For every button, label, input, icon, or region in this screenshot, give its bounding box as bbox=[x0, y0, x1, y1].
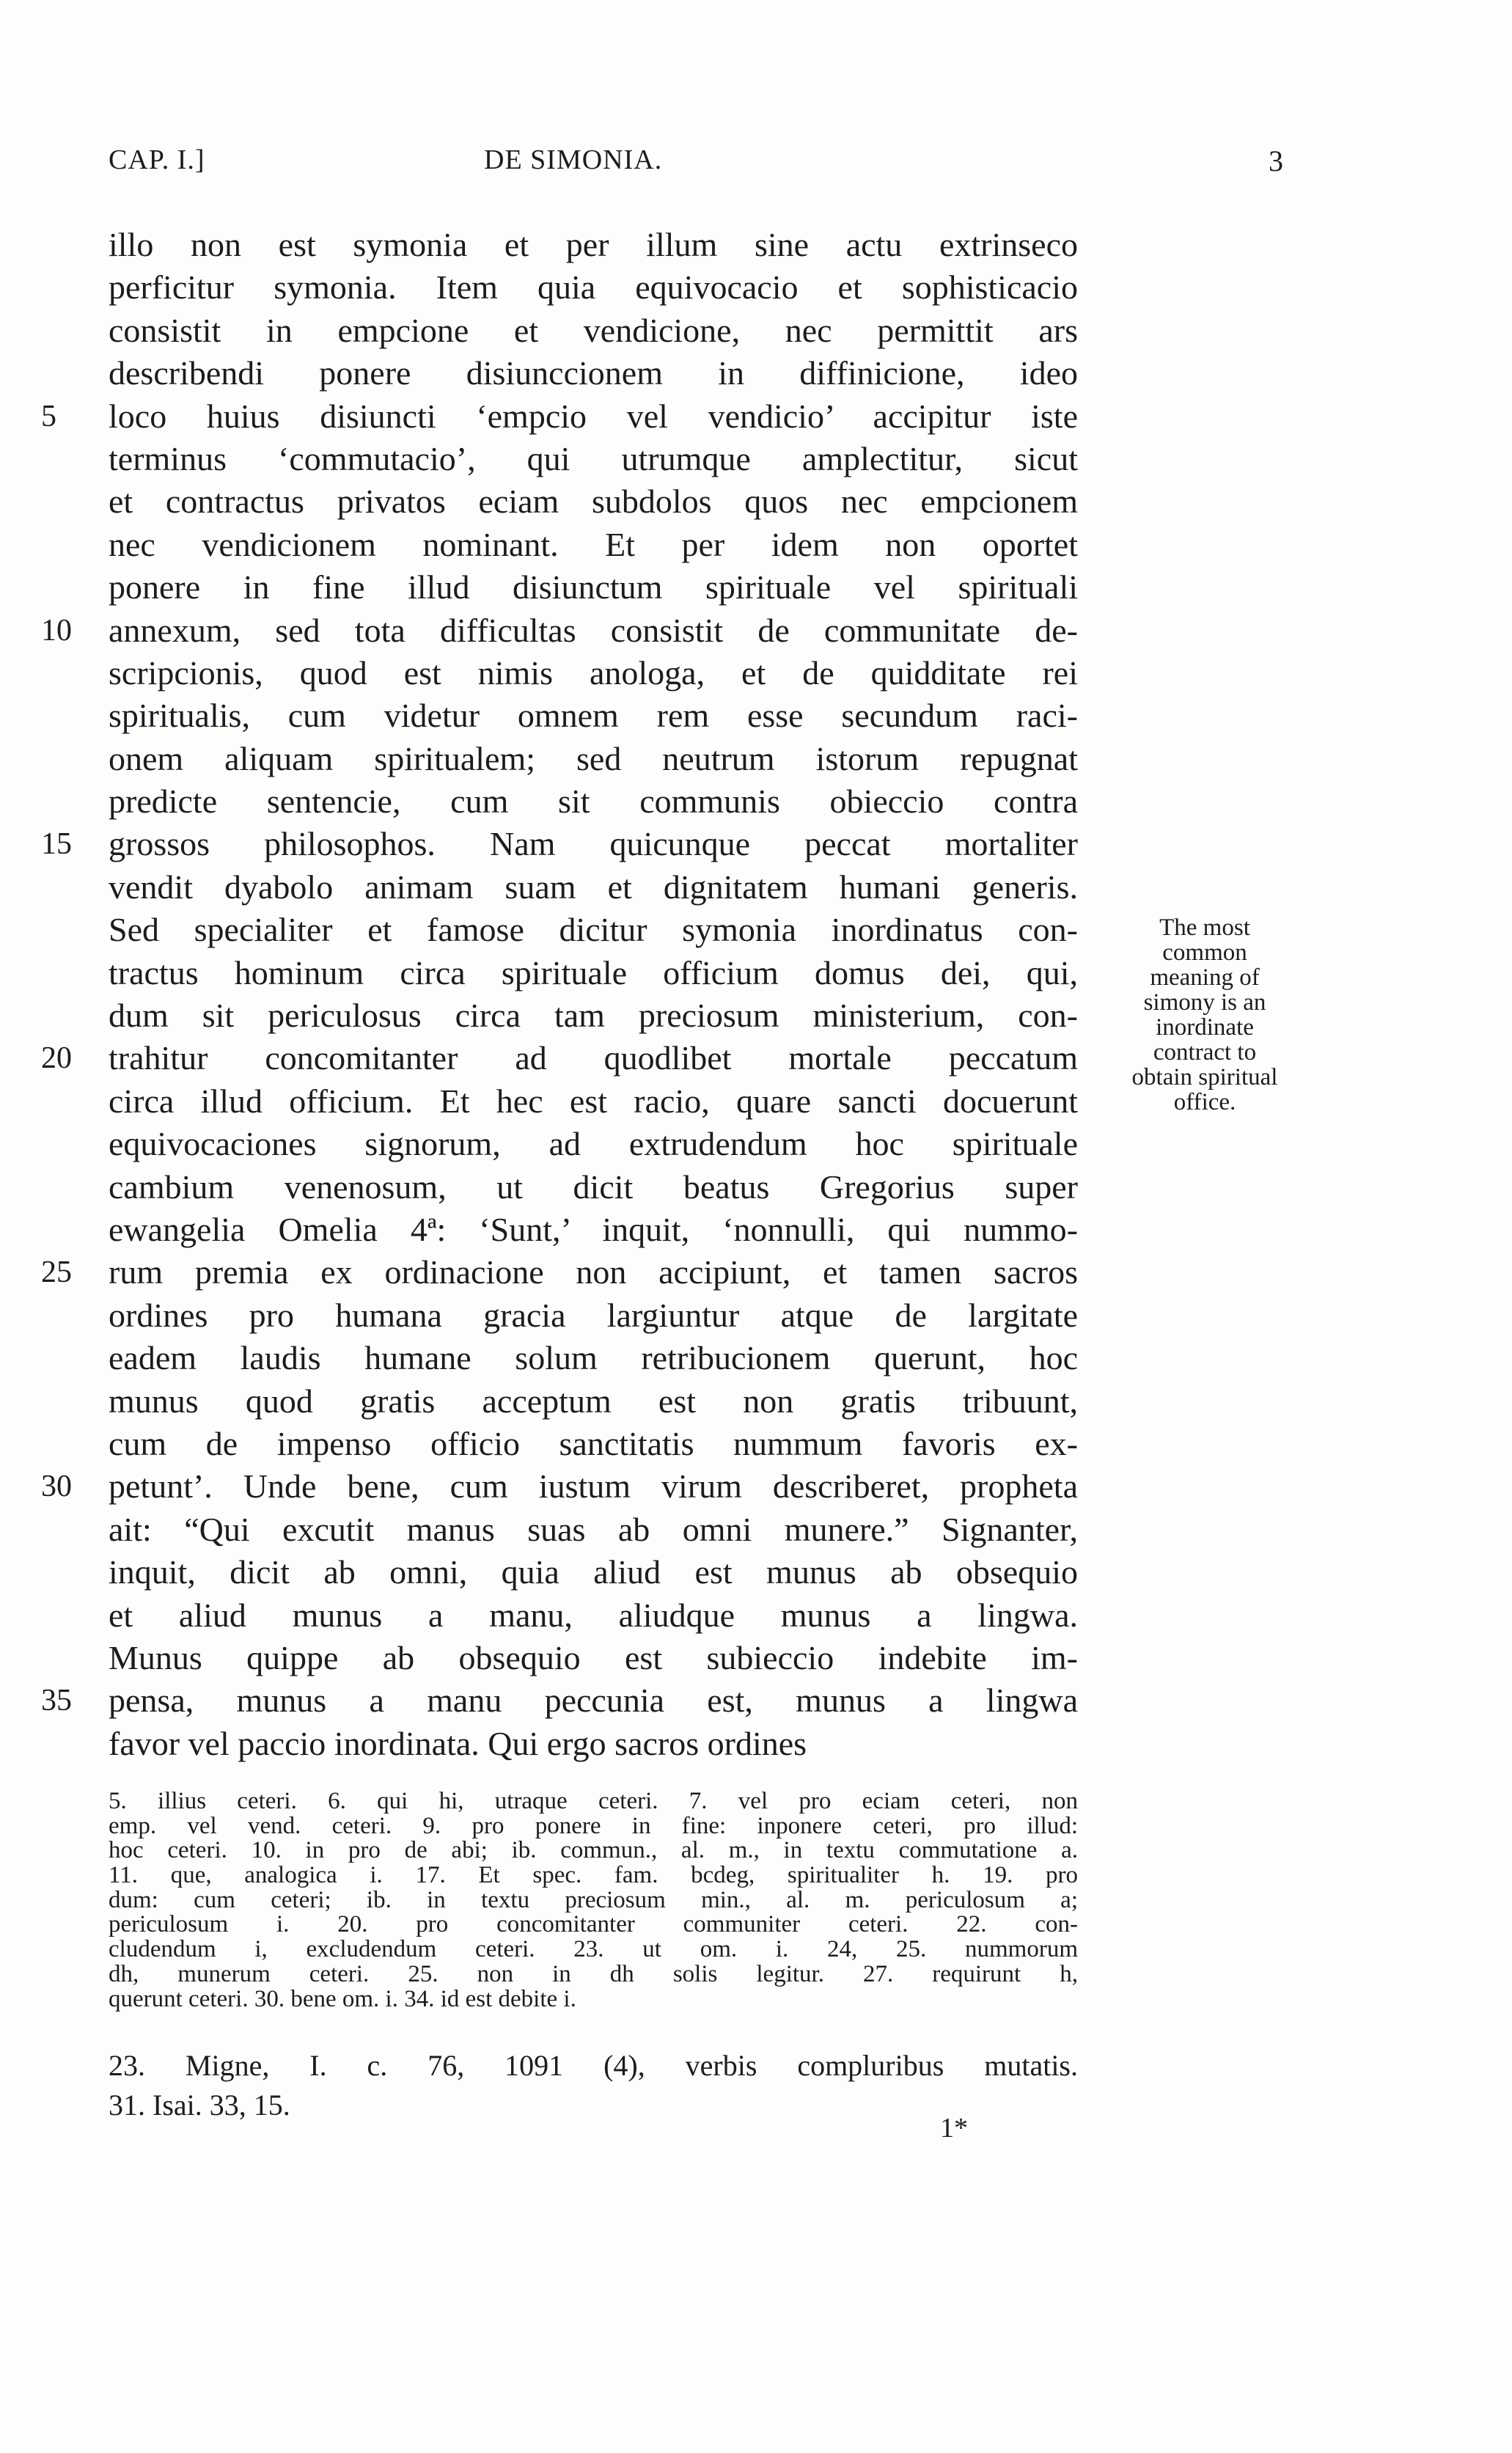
line-text: ponere in fine illud disiunctum spirituale vel spirituali bbox=[109, 568, 1078, 606]
marginal-note bbox=[1084, 915, 1326, 1115]
marginal-note-line: The most bbox=[1159, 914, 1250, 941]
line-text: illo non est symonia et per illum sine actu extrinseco bbox=[109, 226, 1078, 263]
text-line bbox=[109, 1637, 1078, 1679]
text-line bbox=[109, 480, 1078, 523]
text-line bbox=[41, 609, 1078, 652]
line-text: et contractus privatos eciam subdolos quos nec empcionem bbox=[109, 483, 1078, 521]
text-line bbox=[109, 309, 1078, 352]
line-text: pensa, munus a manu peccunia est, munus a lingwa bbox=[109, 1682, 1078, 1720]
line-text: munus quod gratis acceptum est non gratis tribuunt, bbox=[109, 1382, 1078, 1420]
line-text: dum sit periculosus circa tam preciosum ministerium, con- bbox=[109, 997, 1078, 1035]
text-line bbox=[109, 224, 1078, 266]
text-line bbox=[109, 566, 1078, 609]
line-number: 25 bbox=[41, 1255, 72, 1290]
running-title: DE SIMONIA. bbox=[484, 144, 663, 175]
line-text: grossos philosophos. Nam quicunque peccat mortaliter bbox=[109, 825, 1078, 863]
line-text: petunt’. Unde bene, cum iustum virum describeret, propheta bbox=[109, 1467, 1078, 1506]
line-text: terminus ‘commutacio’, qui utrumque amplectitur, sicut bbox=[109, 439, 1078, 477]
apparatus-line: 5. illius ceteri. 6. qui hi, utraque ceteri. 7. vel pro eciam ceteri, non bbox=[109, 1788, 1078, 1814]
text-line bbox=[109, 1080, 1078, 1123]
line-text: loco huius disiuncti ‘empcio vel vendicio’ accipitur iste bbox=[109, 397, 1078, 435]
line-number: 20 bbox=[41, 1041, 72, 1076]
marginal-note-line: office. bbox=[1173, 1089, 1236, 1115]
line-number: 35 bbox=[41, 1684, 72, 1718]
line-text: consistit in empcione et vendicione, nec permittit ars bbox=[109, 311, 1078, 349]
line-text: cum de impenso officio sanctitatis nummum favoris ex- bbox=[109, 1424, 1078, 1462]
text-line bbox=[41, 1037, 1078, 1079]
text-line bbox=[41, 395, 1078, 438]
source-note-line: 23. Migne, I. c. 76, 1091 (4), verbis compluribus mutatis. bbox=[109, 2049, 1078, 2082]
line-text: ewangelia Omelia 4ª: ‘Sunt,’ inquit, ‘nonnulli, qui nummo- bbox=[109, 1210, 1078, 1248]
marginal-note-line: simony is an bbox=[1143, 989, 1266, 1016]
page-number: 3 bbox=[1269, 144, 1283, 177]
line-text: trahitur concomitanter ad quodlibet mortale peccatum bbox=[109, 1039, 1078, 1077]
text-line bbox=[109, 1594, 1078, 1637]
line-number: 5 bbox=[41, 399, 56, 433]
text-line bbox=[109, 266, 1078, 309]
text-line bbox=[109, 909, 1078, 951]
line-number: 10 bbox=[41, 613, 72, 648]
signature-mark: 1* bbox=[940, 2113, 968, 2144]
text-line bbox=[109, 694, 1078, 737]
line-text: perficitur symonia. Item quia equivocacio et sophisticacio bbox=[109, 268, 1078, 307]
apparatus-line: periculosum i. 20. pro concomitanter communiter ceteri. 22. con- bbox=[109, 1911, 1078, 1938]
line-text: cambium venenosum, ut dicit beatus Gregorius super bbox=[109, 1167, 1078, 1206]
marginal-note-line: obtain spiritual bbox=[1131, 1064, 1278, 1090]
apparatus-line: dh, munerum ceteri. 25. non in dh solis legitur. 27. requirunt h, bbox=[109, 1960, 1078, 1987]
line-text: predicte sentencie, cum sit communis obieccio contra bbox=[109, 782, 1078, 821]
text-line bbox=[41, 1679, 1078, 1722]
apparatus-line: querunt ceteri. 30. bene om. i. 34. id est debite i. bbox=[109, 1985, 576, 2012]
line-text: tractus hominum circa spirituale officium domus dei, qui, bbox=[109, 953, 1078, 991]
text-line bbox=[41, 1251, 1078, 1294]
text-line bbox=[109, 1123, 1078, 1165]
apparatus-line: dum: cum ceteri; ib. in textu preciosum min., al. m. periculosum a; bbox=[109, 1886, 1078, 1913]
apparatus-line: emp. vel vend. ceteri. 9. pro ponere in fine: inponere ceteri, pro illud: bbox=[109, 1812, 1078, 1839]
line-text: Munus quippe ab obsequio est subieccio indebite im- bbox=[109, 1638, 1078, 1676]
marginal-note-line: inordinate bbox=[1156, 1014, 1254, 1041]
text-line bbox=[109, 738, 1078, 780]
line-text: ordines pro humana gracia largiuntur atque de largitate bbox=[109, 1296, 1078, 1334]
text-line bbox=[109, 438, 1078, 480]
text-line bbox=[109, 780, 1078, 823]
apparatus-line: 11. que, analogica i. 17. Et spec. fam. bcdeg, spiritualiter h. 19. pro bbox=[109, 1862, 1078, 1889]
marginal-note-line: common bbox=[1162, 939, 1247, 966]
line-text: rum premia ex ordinacione non accipiunt, et tamen sacros bbox=[109, 1253, 1078, 1291]
text-line bbox=[109, 1209, 1078, 1251]
source-note-line: 31. Isai. 33, 15. bbox=[109, 2089, 290, 2122]
text-line bbox=[109, 1166, 1078, 1209]
text-line bbox=[109, 866, 1078, 909]
text-line bbox=[109, 1551, 1078, 1594]
text-line bbox=[109, 1423, 1078, 1465]
apparatus-line: cludendum i, excludendum ceteri. 23. ut om. i. 24, 25. nummorum bbox=[109, 1936, 1078, 1963]
line-text: onem aliquam spiritualem; sed neutrum istorum repugnat bbox=[109, 739, 1078, 777]
text-line bbox=[109, 1337, 1078, 1379]
apparatus-line: hoc ceteri. 10. in pro de abi; ib. commun., al. m., in textu commutatione a. bbox=[109, 1837, 1078, 1864]
main-text bbox=[41, 224, 1078, 1765]
line-number: 30 bbox=[41, 1470, 72, 1504]
running-header bbox=[0, 144, 1512, 195]
line-text: vendit dyabolo animam suam et dignitatem humani generis. bbox=[109, 868, 1078, 906]
text-line bbox=[109, 1723, 1078, 1765]
line-text: equivocaciones signorum, ad extrudendum hoc spirituale bbox=[109, 1125, 1078, 1163]
text-line bbox=[41, 1465, 1078, 1508]
line-text: Sed specialiter et famose dicitur symonia inordinatus con- bbox=[109, 911, 1078, 949]
line-text: describendi ponere disiunccionem in diffinicione, ideo bbox=[109, 354, 1078, 392]
text-line bbox=[109, 352, 1078, 395]
text-line bbox=[109, 994, 1078, 1037]
line-text: nec vendicionem nominant. Et per idem non oportet bbox=[109, 525, 1078, 563]
text-line bbox=[41, 823, 1078, 865]
line-text: ait: “Qui excutit manus suas ab omni munere.” Signanter, bbox=[109, 1510, 1078, 1548]
text-line bbox=[109, 1508, 1078, 1551]
line-number: 15 bbox=[41, 827, 72, 862]
line-text: inquit, dicit ab omni, quia aliud est munus ab obsequio bbox=[109, 1553, 1078, 1591]
chapter-label: CAP. I.] bbox=[109, 144, 205, 175]
text-line bbox=[109, 652, 1078, 694]
text-line bbox=[109, 952, 1078, 994]
line-text: et aliud munus a manu, aliudque munus a lingwa. bbox=[109, 1596, 1078, 1634]
line-text: favor vel paccio inordinata. Qui ergo sacros ordines bbox=[109, 1724, 807, 1762]
line-text: eadem laudis humane solum retribucionem querunt, hoc bbox=[109, 1339, 1078, 1377]
text-line bbox=[109, 1380, 1078, 1423]
marginal-note-line: contract to bbox=[1153, 1039, 1257, 1066]
source-notes bbox=[109, 2046, 1078, 2125]
text-line bbox=[109, 1294, 1078, 1337]
line-text: scripcionis, quod est nimis anologa, et de quidditate rei bbox=[109, 653, 1078, 692]
critical-apparatus bbox=[109, 1789, 1078, 2012]
text-line bbox=[109, 524, 1078, 566]
line-text: spiritualis, cum videtur omnem rem esse secundum raci- bbox=[109, 697, 1078, 735]
marginal-note-line: meaning of bbox=[1150, 964, 1260, 991]
line-text: annexum, sed tota difficultas consistit de communitate de- bbox=[109, 611, 1078, 649]
line-text: circa illud officium. Et hec est racio, quare sancti docuerunt bbox=[109, 1082, 1078, 1120]
